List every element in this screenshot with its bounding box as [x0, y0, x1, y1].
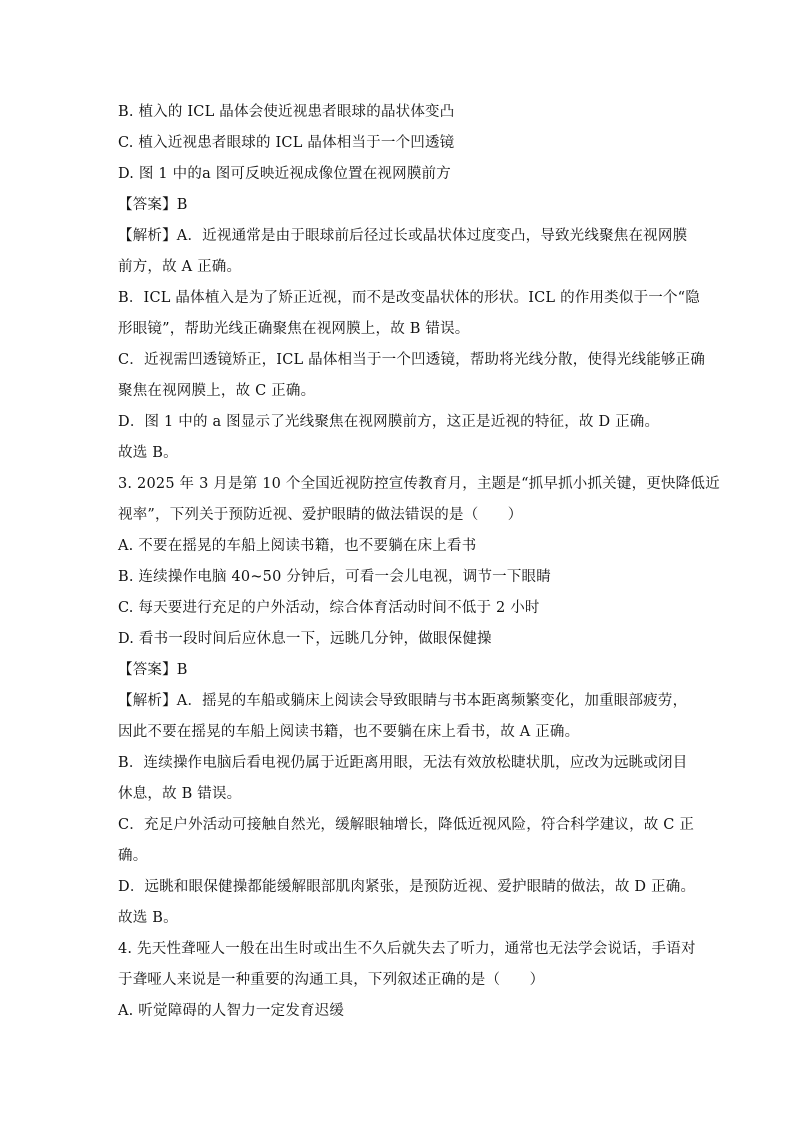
question-3-stem: 3. 2025 年 3 月是第 10 个全国近视防控宣传教育月，主题是“抓早抓小抓关键，更快降低近: [118, 476, 720, 492]
question-4-stem: 4. 先天性聋哑人一般在出生时或出生不久后就失去了听力，通常也无法学会说话，手语对: [118, 941, 696, 957]
analysis-line: 前方，故 A 正确。: [118, 259, 242, 275]
conclusion-line: 故选 B。: [118, 445, 178, 461]
analysis-line: C．近视需凹透镜矫正，ICL 晶体相当于一个凹透镜，帮助将光线分散，使得光线能够正确: [118, 352, 706, 368]
analysis-line: 【解析】A．摇晃的车船或躺床上阅读会导致眼睛与书本距离频繁变化，加重眼部疲劳，: [118, 693, 688, 709]
option-c-text: C. 植入近视患者眼球的 ICL 晶体相当于一个凹透镜: [118, 135, 455, 151]
analysis-line: 聚焦在视网膜上，故 C 正确。: [118, 383, 316, 399]
analysis-line: D．图 1 中的 a 图显示了光线聚焦在视网膜前方，这正是近视的特征，故 D 正确。: [118, 414, 660, 430]
option-d-text: D. 看书一段时间后应休息一下，远眺几分钟，做眼保健操: [118, 631, 492, 647]
analysis-line: 确。: [118, 848, 148, 864]
answer-label: 【答案】B: [118, 197, 188, 213]
analysis-line: 形眼镜”，帮助光线正确聚焦在视网膜上，故 B 错误。: [118, 321, 470, 337]
analysis-line: B．连续操作电脑后看电视仍属于近距离用眼，无法有效放松睫状肌，应改为远眺或闭目: [118, 755, 688, 771]
analysis-line: C．充足户外活动可接触自然光，缓解眼轴增长，降低近视风险，符合科学建议，故 C 正: [118, 817, 695, 833]
option-a-text: A. 不要在摇晃的车船上阅读书籍，也不要躺在床上看书: [118, 538, 477, 554]
conclusion-line: 故选 B。: [118, 910, 178, 926]
analysis-line: B．ICL 晶体植入是为了矫正近视，而不是改变晶状体的形状。ICL 的作用类似于一个“隐: [118, 290, 700, 306]
question-3-stem: 视率”，下列关于预防近视、爱护眼睛的做法错误的是（ ）: [118, 507, 523, 523]
analysis-line: 休息，故 B 错误。: [118, 786, 242, 802]
question-4-stem: 于聋哑人来说是一种重要的沟通工具，下列叙述正确的是（ ）: [118, 972, 545, 988]
analysis-line: 【解析】A．近视通常是由于眼球前后径过长或晶状体过度变凸，导致光线聚焦在视网膜: [118, 228, 688, 244]
analysis-line: D．远眺和眼保健操都能缓解眼部肌肉紧张，是预防近视、爱护眼睛的做法，故 D 正确。: [118, 879, 696, 895]
option-d-text: D. 图 1 中的a 图可反映近视成像位置在视网膜前方: [118, 166, 451, 182]
option-b-text: B. 植入的 ICL 晶体会使近视患者眼球的晶状体变凸: [118, 104, 455, 120]
answer-label: 【答案】B: [118, 662, 188, 678]
option-a-text: A. 听觉障碍的人智力一定发育迟缓: [118, 1003, 345, 1019]
option-b-text: B. 连续操作电脑 40~50 分钟后，可看一会儿电视，调节一下眼睛: [118, 569, 551, 585]
analysis-line: 因此不要在摇晃的车船上阅读书籍，也不要躺在床上看书，故 A 正确。: [118, 724, 580, 740]
option-c-text: C. 每天要进行充足的户外活动，综合体育活动时间不低于 2 小时: [118, 600, 540, 616]
